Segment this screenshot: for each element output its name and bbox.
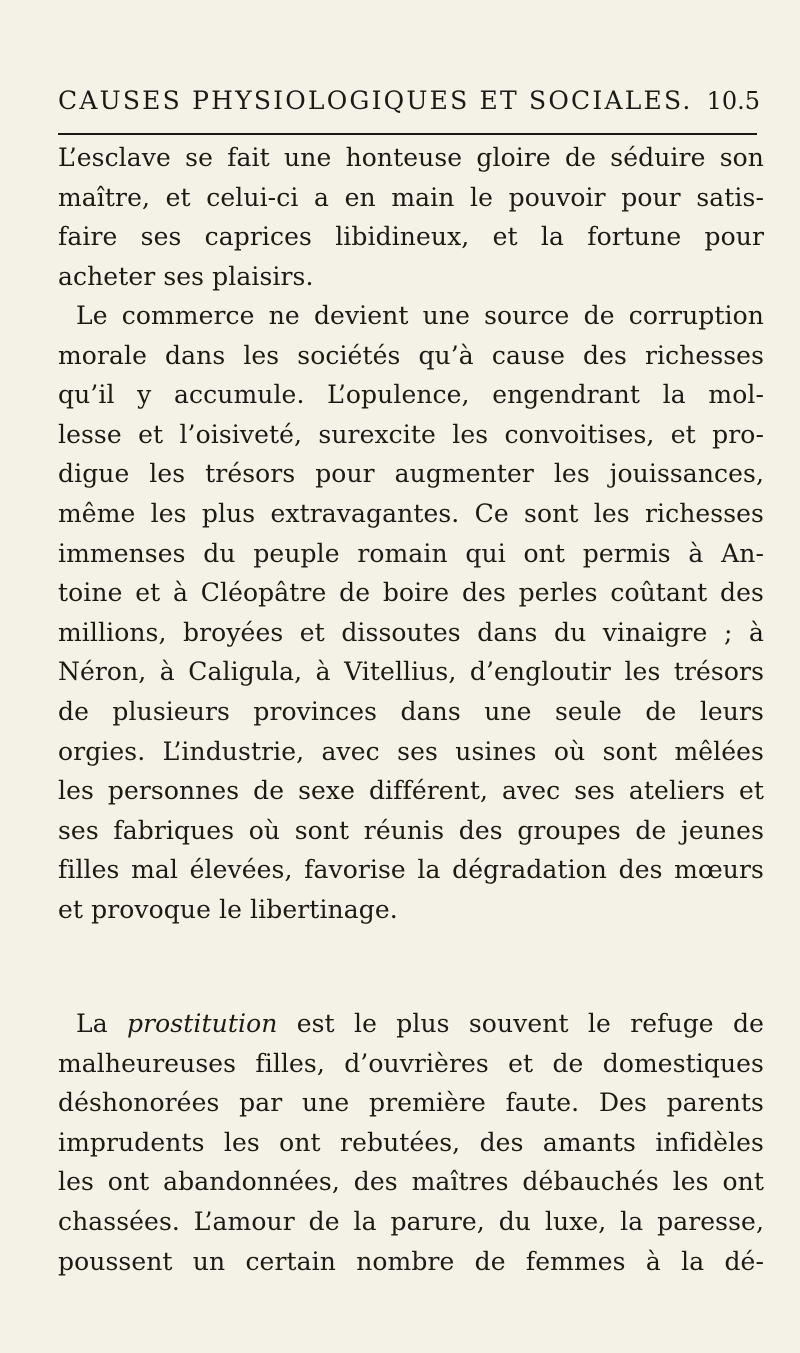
text-line: poussent un certain nombre de femmes à la dé- [58,1246,764,1276]
text-line: les ont abandonnées, des maîtres débauchés les ont [58,1167,764,1197]
text-line: filles mal élevées, favorise la dégradation des mœurs [58,855,764,885]
text-line: de plusieurs provinces dans une seule de leurs [58,696,764,726]
italic-term: prostitution [127,1009,278,1038]
text-line: les personnes de sexe différent, avec ses ateliers et [58,776,764,806]
text-line: qu’il y accumule. L’opulence, engendrant la mol- [58,380,764,410]
header-rule [58,133,757,135]
text-line: toine et à Cléopâtre de boire des perles coûtant des [58,578,764,608]
text-line: Le commerce ne devient une source de corruption [76,301,764,330]
paragraph-2 [58,296,764,930]
paragraph-1 [58,138,764,296]
text-line: acheter ses plaisirs. [58,261,314,291]
text-line: L’esclave se fait une honteuse gloire de séduire son [58,143,764,172]
text-line: ses fabriques où sont réunis des groupes de jeunes [58,815,764,845]
text-line: imprudents les ont rebutées, des amants infidèles [58,1127,764,1157]
text-line: déshonorées par une première faute. Des parents [58,1088,764,1118]
text-line: maître, et celui-ci a en main le pouvoir pour satis- [58,182,764,212]
text-line: orgies. L’industrie, avec ses usines où sont mêlées [58,736,764,766]
text-line: malheureuses filles, d’ouvrières et de domestiques [58,1048,764,1078]
text-line: faire ses caprices libidineux, et la fortune pour [58,222,764,252]
text-line: lesse et l’oisiveté, surexcite les convoitises, et pro- [58,419,764,449]
text-line: et provoque le libertinage. [58,894,398,924]
text-line [58,1004,764,1044]
paragraph-3 [58,1004,764,1281]
line-suffix: est le plus souvent le refuge de [277,1009,764,1038]
running-header [58,86,768,130]
text-line: immenses du peuple romain qui ont permis à An- [58,538,764,568]
text-line: même les plus extravagantes. Ce sont les richesses [58,498,764,528]
text-line: Néron, à Caligula, à Vitellius, d’engloutir les trésors [58,657,764,687]
line-prefix: La [76,1009,127,1038]
page-number: 10.5 [706,87,760,115]
running-title: CAUSES PHYSIOLOGIQUES ET SOCIALES. [58,86,693,115]
text-line: millions, broyées et dissoutes dans du vinaigre ; à [58,617,764,647]
text-line: chassées. L’amour de la parure, du luxe, la paresse, [58,1206,764,1236]
text-line: digue les trésors pour augmenter les jouissances, [58,459,764,489]
text-line: morale dans les sociétés qu’à cause des richesses [58,340,764,370]
